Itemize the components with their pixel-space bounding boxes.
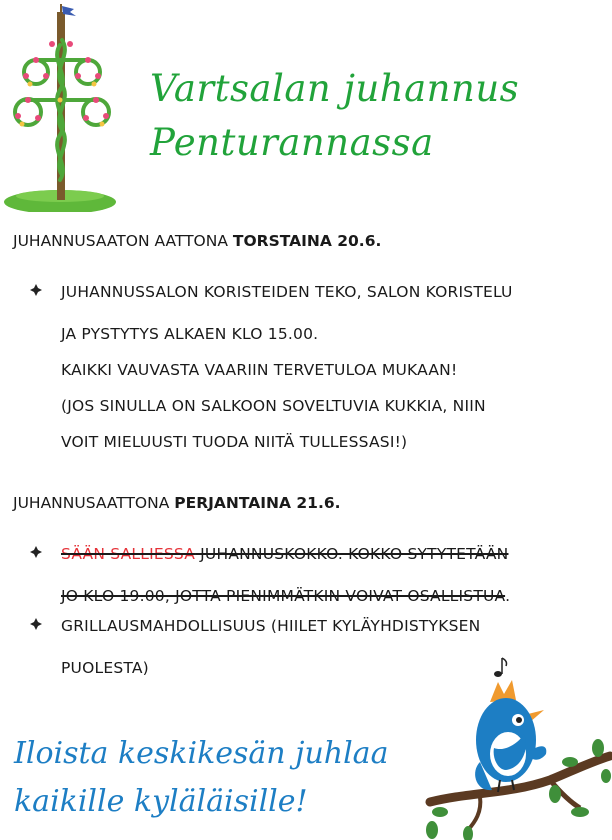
maypole-illustration <box>0 0 135 212</box>
list-item-line <box>61 578 590 614</box>
section-heading-date: TORSTAINA 20.6. <box>232 232 382 250</box>
section-heading-date: PERJANTAINA 21.6. <box>174 494 341 512</box>
list-item-line: GRILLAUSMAHDOLLISUUS (HIILET KYLÄYHDISTYKSEN <box>61 617 481 635</box>
diamond-bullet-icon <box>30 284 42 296</box>
section-heading-friday <box>13 494 341 512</box>
thursday-list <box>30 280 590 460</box>
list-item-line: KAIKKI VAUVASTA VAARIIN TERVETULOA MUKAAN! <box>61 361 458 379</box>
list-item <box>30 280 590 460</box>
bonfire-time-text: JO KLO 19.00, JOTTA PIENIMMÄTKIN VOIVAT OSALLISTUA <box>61 587 506 605</box>
list-item-line <box>61 542 590 566</box>
section-heading-prefix: JUHANNUSAATTONA <box>13 494 175 512</box>
music-note-icon <box>494 658 507 677</box>
closing-line-1: Iloista keskikesän juhlaa <box>14 736 389 771</box>
diamond-bullet-icon <box>30 618 42 630</box>
closing-line-2: kaikille kyläläisille! <box>14 784 308 819</box>
bird-on-branch-illustration <box>420 652 612 840</box>
closing-greeting <box>14 730 454 826</box>
section-heading-prefix: JUHANNUSAATON AATTONA <box>13 232 233 250</box>
section-heading-thursday <box>13 232 381 250</box>
list-item-line: JUHANNUSSALON KORISTEIDEN TEKO, SALON KORISTELU <box>61 283 513 301</box>
list-item-bonfire <box>30 542 590 614</box>
bonfire-period: . <box>505 587 511 605</box>
list-item-line: JA PYSTYTYS ALKAEN KLO 15.00. <box>61 325 319 343</box>
bonfire-text: JUHANNUSKOKKO. KOKKO SYTYTETÄÄN <box>195 545 509 563</box>
title-line-2: Penturannassa <box>150 121 434 164</box>
title-line-1: Vartsalan juhannus <box>150 67 520 110</box>
weather-permitting-text: SÄÄN SALLIESSA <box>61 545 196 563</box>
diamond-bullet-icon <box>30 546 42 558</box>
list-item-line: VOIT MIELUUSTI TUODA NIITÄ TULLESSASI!) <box>61 433 408 451</box>
list-item-line: (JOS SINULLA ON SALKOON SOVELTUVIA KUKKIA, NIIN <box>61 397 486 415</box>
page-title <box>150 62 600 170</box>
list-item-line: PUOLESTA) <box>61 659 149 677</box>
